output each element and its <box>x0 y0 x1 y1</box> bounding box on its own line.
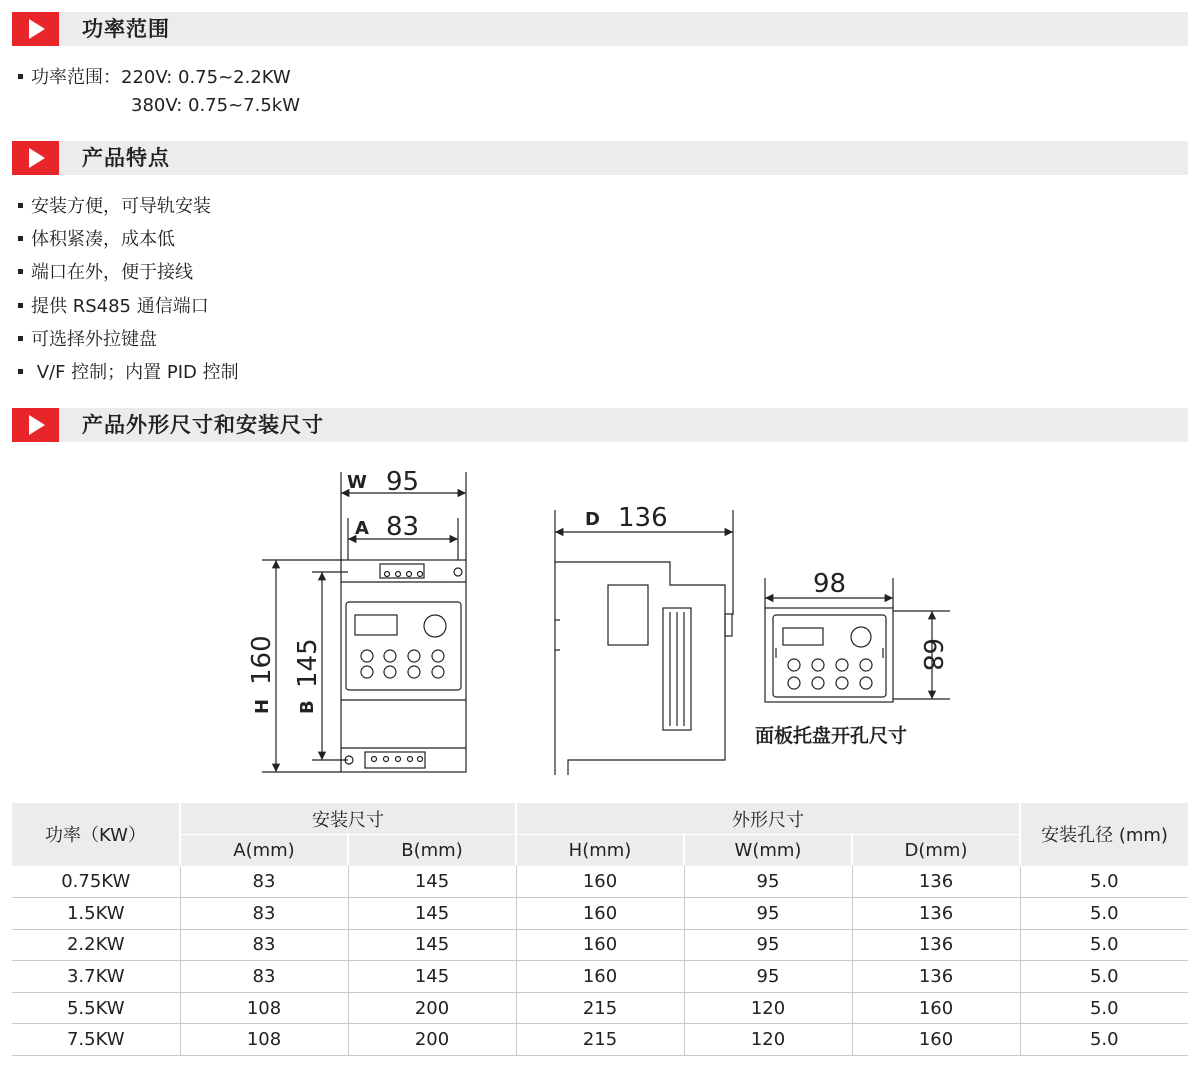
panel-caption: 面板托盘开孔尺寸 <box>755 725 908 747</box>
table-cell: 95 <box>684 929 852 961</box>
section-title: 产品外形尺寸和安装尺寸 <box>82 413 324 437</box>
side-view <box>555 510 733 775</box>
bullet-icon <box>18 269 23 274</box>
power-header: 功率（KW） <box>12 803 180 866</box>
bullet-icon <box>18 203 23 208</box>
table-cell: 160 <box>852 992 1020 1024</box>
table-cell: 160 <box>516 898 684 930</box>
table-cell: 108 <box>180 992 348 1024</box>
h-label: H <box>252 698 273 714</box>
table-cell: 145 <box>348 961 516 993</box>
power-range-380v: 380V: 0.75~7.5kW <box>131 95 300 116</box>
table-cell: 3.7KW <box>12 961 180 993</box>
d-label: D <box>585 509 600 530</box>
play-arrow-icon <box>12 141 59 175</box>
feature-item <box>18 361 239 385</box>
panel-height-value: 68 <box>917 638 947 672</box>
table-cell: 0.75KW <box>12 866 180 898</box>
table-cell: 145 <box>348 866 516 898</box>
table-cell: 83 <box>180 929 348 961</box>
table-cell: 108 <box>180 1024 348 1056</box>
feature-text: 体积紧凑，成本低 <box>31 229 175 250</box>
power-range-item <box>18 66 291 90</box>
d-value: 136 <box>618 503 668 533</box>
table-cell: 5.0 <box>1020 1024 1188 1056</box>
bullet-icon <box>18 74 23 79</box>
table-cell: 5.0 <box>1020 898 1188 930</box>
table-cell: 215 <box>516 1024 684 1056</box>
play-arrow-icon <box>12 12 59 46</box>
table-row <box>12 961 1188 993</box>
table-cell: 95 <box>684 898 852 930</box>
table-cell: 83 <box>180 961 348 993</box>
h-value: 160 <box>247 635 277 685</box>
table-cell: 136 <box>852 961 1020 993</box>
hole-header: 安装孔径 (mm) <box>1020 803 1188 866</box>
w-header: W(mm) <box>684 835 852 867</box>
table-cell: 200 <box>348 992 516 1024</box>
bullet-icon <box>18 236 23 241</box>
table-row <box>12 866 1188 898</box>
bullet-icon <box>18 369 23 374</box>
side-view-labels <box>585 503 668 533</box>
table-cell: 215 <box>516 992 684 1024</box>
table-cell: 120 <box>684 1024 852 1056</box>
table-cell: 160 <box>516 961 684 993</box>
panel-cutout-labels <box>755 569 947 747</box>
power-range-label: 功率范围： <box>31 67 121 88</box>
a-header: A(mm) <box>180 835 348 867</box>
table-cell: 136 <box>852 898 1020 930</box>
table-cell: 95 <box>684 866 852 898</box>
power-range-220v: 220V: 0.75~2.2KW <box>121 67 291 88</box>
feature-item <box>18 261 193 285</box>
table-cell: 136 <box>852 866 1020 898</box>
play-arrow-icon <box>12 408 59 442</box>
table-cell: 160 <box>852 1024 1020 1056</box>
section-title: 产品特点 <box>82 146 170 170</box>
a-label: A <box>355 518 369 539</box>
feature-item <box>18 328 157 352</box>
panel-width-value: 98 <box>813 569 847 599</box>
feature-text: 可选择外拉键盘 <box>31 329 157 350</box>
b-label: B <box>297 700 318 714</box>
b-value: 145 <box>293 638 323 688</box>
table-cell: 160 <box>516 866 684 898</box>
feature-text: 提供 RS485 通信端口 <box>31 296 209 317</box>
section-header-features <box>12 141 1188 175</box>
table-cell: 1.5KW <box>12 898 180 930</box>
d-header: D(mm) <box>852 835 1020 867</box>
table-cell: 5.0 <box>1020 992 1188 1024</box>
table-cell: 5.0 <box>1020 929 1188 961</box>
section-header-power-range <box>12 12 1188 46</box>
table-cell: 136 <box>852 929 1020 961</box>
table-cell: 2.2KW <box>12 929 180 961</box>
table-cell: 145 <box>348 898 516 930</box>
table-cell: 83 <box>180 898 348 930</box>
section-header-dimensions <box>12 408 1188 442</box>
feature-item <box>18 295 209 319</box>
feature-text: 端口在外，便于接线 <box>31 262 193 283</box>
table-row <box>12 1024 1188 1056</box>
table-cell: 83 <box>180 866 348 898</box>
table-cell: 5.0 <box>1020 866 1188 898</box>
feature-item <box>18 228 175 252</box>
table-row <box>12 992 1188 1024</box>
w-label: W <box>347 472 367 493</box>
section-title: 功率范围 <box>82 17 170 41</box>
table-cell: 120 <box>684 992 852 1024</box>
table-cell: 7.5KW <box>12 1024 180 1056</box>
a-value: 83 <box>386 512 420 542</box>
h-header: H(mm) <box>516 835 684 867</box>
install-group-header: 安装尺寸 <box>180 803 516 835</box>
feature-text: V/F 控制；内置 PID 控制 <box>31 362 239 383</box>
table-cell: 200 <box>348 1024 516 1056</box>
dimension-drawing <box>0 460 1200 790</box>
front-view <box>262 472 466 772</box>
bullet-icon <box>18 336 23 341</box>
b-header: B(mm) <box>348 835 516 867</box>
feature-text: 安装方便，可导轨安装 <box>31 196 211 217</box>
table-cell: 5.5KW <box>12 992 180 1024</box>
table-cell: 5.0 <box>1020 961 1188 993</box>
feature-item <box>18 195 211 219</box>
spec-table <box>12 803 1188 1056</box>
w-value: 95 <box>386 467 420 497</box>
outline-group-header: 外形尺寸 <box>516 803 1020 835</box>
bullet-icon <box>18 303 23 308</box>
table-cell: 160 <box>516 929 684 961</box>
table-cell: 145 <box>348 929 516 961</box>
table-row <box>12 898 1188 930</box>
table-row <box>12 929 1188 961</box>
table-cell: 95 <box>684 961 852 993</box>
